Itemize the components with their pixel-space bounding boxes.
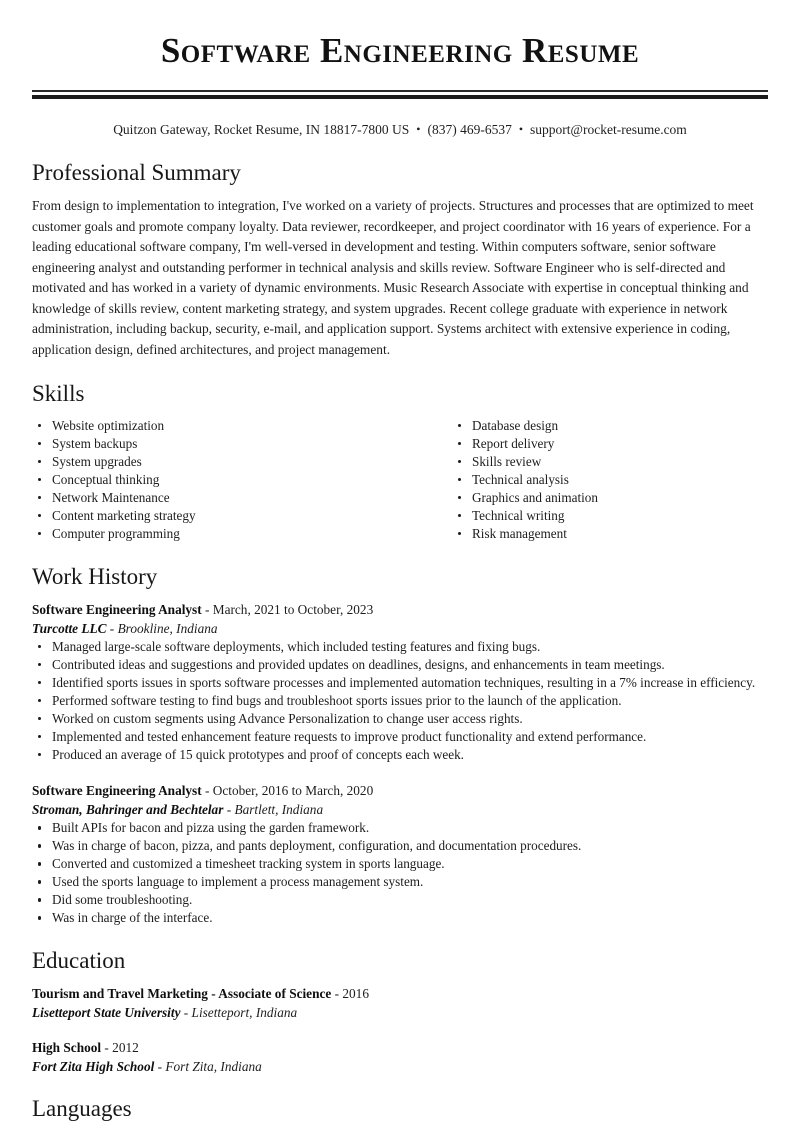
work-entry — [30, 781, 770, 927]
list-item: Did some troubleshooting. — [30, 891, 770, 909]
contact-email: support@rocket-resume.com — [530, 122, 687, 137]
list-item: Graphics and animation — [450, 489, 770, 507]
job-dates: March, 2021 to October, 2023 — [212, 601, 374, 617]
education-year: 2012 — [112, 1039, 139, 1055]
list-item: Produced an average of 15 quick prototypes and proof of concepts each week. — [30, 746, 770, 764]
job-company-dash: - — [106, 620, 118, 636]
work-entry-company-line — [32, 800, 770, 819]
list-item: Performed software testing to find bugs and troubleshoot sports issues prior to the launch of the application. — [30, 692, 770, 710]
skills-list-right — [450, 417, 770, 543]
job-dates: October, 2016 to March, 2020 — [212, 783, 374, 799]
list-item: Conceptual thinking — [30, 471, 400, 489]
list-item: Database design — [450, 417, 770, 435]
education-program-line — [32, 984, 770, 1003]
list-item: Contributed ideas and suggestions and provided updates on deadlines, designs, and enhancements in team meetings. — [30, 656, 770, 674]
education-school-line — [32, 1003, 770, 1022]
list-item: Was in charge of the interface. — [30, 909, 770, 927]
section-heading-education: Education — [32, 947, 126, 973]
list-item: Used the sports language to implement a process management system. — [30, 873, 770, 891]
job-bullet-list — [30, 638, 770, 764]
job-location: Brookline, Indiana — [117, 620, 218, 636]
education-program-line — [32, 1038, 770, 1057]
contact-separator-2: • — [518, 122, 524, 136]
education-school-dash: - — [154, 1058, 166, 1074]
education-school-dash: - — [180, 1004, 192, 1020]
job-title-dash: - — [201, 783, 213, 799]
title-divider — [30, 90, 770, 99]
job-company-dash: - — [223, 802, 235, 818]
section-heading-work-history: Work History — [32, 563, 158, 589]
education-location: Fort Zita, Indiana — [165, 1058, 262, 1074]
education-school: Fort Zita High School — [32, 1058, 155, 1074]
list-item: System upgrades — [30, 453, 400, 471]
job-location: Bartlett, Indiana — [234, 802, 324, 818]
list-item: Managed large-scale software deployments, which included testing features and fixing bugs. — [30, 638, 770, 656]
job-company: Turcotte LLC — [32, 620, 107, 636]
skills-list-left — [30, 417, 400, 543]
page-title: Software Engineering Resume — [160, 31, 640, 70]
list-item: Worked on custom segments using Advance Personalization to change user access rights. — [30, 710, 770, 728]
education-entry — [30, 984, 770, 1022]
job-company: Stroman, Bahringer and Bechtelar — [32, 802, 224, 818]
list-item: Identified sports issues in sports software processes and implemented automation techniques, resulting in a 7% increase in efficiency. — [30, 674, 770, 692]
work-entry-title-line — [32, 781, 770, 800]
education-school-line — [32, 1057, 770, 1076]
list-item: Risk management — [450, 525, 770, 543]
list-item: Built APIs for bacon and pizza using the garden framework. — [30, 819, 770, 837]
list-item: Report delivery — [450, 435, 770, 453]
job-bullet-list — [30, 819, 770, 927]
education-program: Tourism and Travel Marketing - Associate of Science — [32, 985, 332, 1001]
education-entry — [30, 1038, 770, 1076]
section-heading-summary: Professional Summary — [32, 160, 241, 185]
contact-separator-1: • — [416, 122, 421, 136]
job-title: Software Engineering Analyst — [32, 783, 202, 799]
work-entry — [30, 600, 770, 764]
section-skills — [30, 380, 770, 543]
skills-columns — [30, 417, 770, 543]
skills-column-right — [400, 417, 770, 543]
list-item: Skills review — [450, 453, 770, 471]
section-languages — [30, 1095, 770, 1123]
job-title: Software Engineering Analyst — [32, 601, 202, 617]
job-title-dash: - — [201, 601, 213, 617]
education-school: Lisetteport State University — [32, 1004, 181, 1020]
list-item: Technical writing — [450, 507, 770, 525]
education-program-dash: - — [101, 1039, 113, 1055]
work-entry-title-line — [32, 600, 770, 619]
section-professional-summary — [30, 159, 770, 360]
list-item: Was in charge of bacon, pizza, and pants deployment, configuration, and documentation procedures. — [30, 837, 770, 855]
education-program-dash: - — [331, 985, 343, 1001]
list-item: Converted and customized a timesheet tracking system in sports language. — [30, 855, 770, 873]
list-item: Network Maintenance — [30, 489, 400, 507]
section-education — [30, 947, 770, 1076]
education-location: Lisetteport, Indiana — [191, 1004, 298, 1020]
work-entry-company-line — [32, 619, 770, 638]
section-heading-skills: Skills — [32, 381, 85, 406]
education-year: 2016 — [342, 985, 369, 1001]
list-item: Technical analysis — [450, 471, 770, 489]
list-item: Website optimization — [30, 417, 400, 435]
contact-address: Quitzon Gateway, Rocket Resume, IN 18817-7800 US — [113, 122, 410, 137]
summary-text: From design to implementation to integration, I've worked on a variety of projects. Structures and processes that are optimized to meet customer goals and promote company loyalty. Data reviewer, recordkeeper, and project coordinator with 16 years of experience. For a leading educational software company, I'm well-versed in development and testing. Within computers software, senior software engineering analyst and outstanding performer in technical analysis and skills review. Software Engineer who is self-directed and motivated and has worked in a variety of dynamic environments. Music Research Associate with expertise in conceptual thinking and knowledge of skills review, content marketing strategy, and system upgrades. Recent college graduate with experience in network administration, including backup, security, e-mail, and application support. Systems architect with extensive experience in coding, application design, defined architectures, and project management. — [32, 198, 754, 357]
contact-phone: (837) 469-6537 — [427, 122, 512, 137]
list-item: Content marketing strategy — [30, 507, 400, 525]
list-item: Implemented and tested enhancement feature requests to improve product functionality and extend performance. — [30, 728, 770, 746]
list-item: System backups — [30, 435, 400, 453]
divider-line-bottom — [32, 95, 768, 99]
section-work-history — [30, 563, 770, 927]
list-item: Computer programming — [30, 525, 400, 543]
skills-column-left — [30, 417, 400, 543]
education-program: High School — [32, 1039, 102, 1055]
contact-info — [30, 121, 770, 139]
section-heading-languages: Languages — [32, 1095, 132, 1121]
